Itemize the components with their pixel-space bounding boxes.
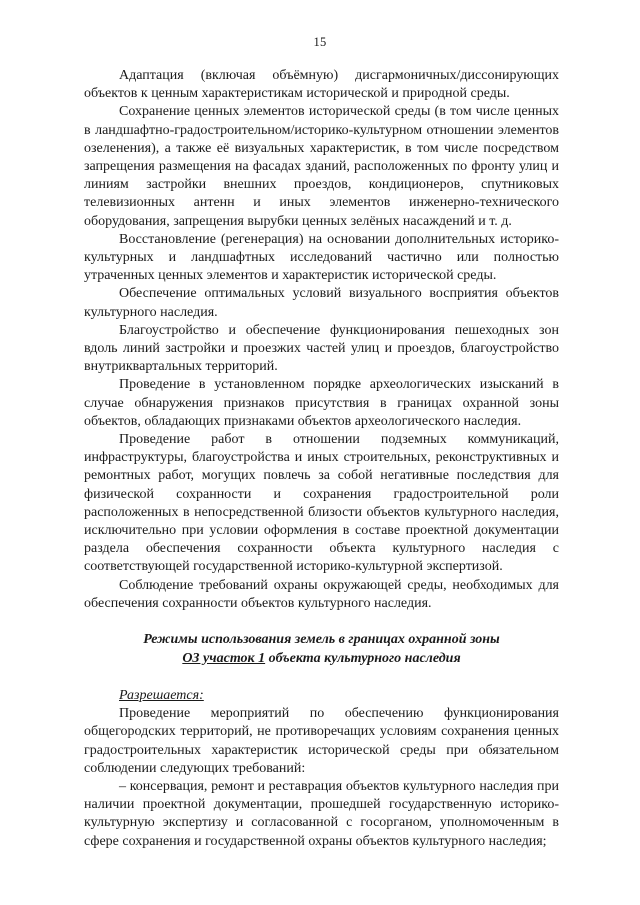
list-item: – консервация, ремонт и реставрация объектов культурного наследия при наличии проектной документации, прошедшей государственную историко-культурную экспертизу и согласованной с госорганом, уполномоченным в сфере сохранения и государственной охраны объектов культурного наследия; [84,778,559,849]
allowed-intro: Проведение мероприятий по обеспечению функционирования общегородских территорий, не противоречащих условиям сохранения ценных градостроительных характеристик исторической среды при обязательном соблюдении следующих требований: [84,706,559,776]
zone-code: ОЗ участок 1 [182,650,266,666]
allowed-label: Разрешается: [119,687,204,703]
page-number: 15 [313,35,327,49]
paragraph-archaeology: Проведение в установленном порядке археологических изысканий в случае обнаружения признаков присутствия в границах охранной зоны объектов, обладающих признаками объектов археологического наследия. [84,377,559,429]
paragraph-preservation: Сохранение ценных элементов исторической среды (в том числе ценных в ландшафтно-градостроительном/историко-культурном отношении элементов озеленения), а также её визуальных характеристик, в том числе посредством запрещения размещения на фасадах зданий, расположенных по фронту улиц и линиям застройки внешних проездов, кондиционеров, спутниковых телевизионных антенн и иных элементов инженерно-технического оборудования, запрещения вырубки ценных зелёных насаждений и т. д. [84,104,559,229]
section-title [84,631,559,668]
paragraph-restoration: Восстановление (регенерация) на основании дополнительных историко-культурных и ландшафтных исследований частично или полностью утраченных ценных элементов и характеристик исторической среды. [84,231,559,284]
paragraph-landscaping: Благоустройство и обеспечение функционирования пешеходных зон вдоль линий застройки и проезжих частей улиц и проездов, благоустройство внутриквартальных территорий. [84,322,559,375]
section-title-line2-rest: объекта культурного наследия [265,650,461,666]
section-title-line2 [84,650,559,668]
paragraph-environment: Соблюдение требований охраны окружающей среды, необходимых для обеспечения сохранности объектов культурного наследия. [84,577,559,611]
paragraph-works: Проведение работ в отношении подземных коммуникаций, инфраструктуры, благоустройства и иных строительных, реконструктивных и ремонтных работ, могущих повлечь за собой негативные последствия для физической сохранности и сохранения градостроительной роли расположенных в непосредственной близости объектов культурного наследия, исключительно при условии оформления в составе проектной документации раздела обеспечения сохранности объекта культурного наследия с соответствующей государственной историко-культурной экспертизой. [84,432,559,575]
document-body [84,67,559,851]
paragraph-adaptation: Адаптация (включая объёмную) дисгармоничных/диссонирующих объектов к ценным характеристикам исторической и природной среды. [84,68,559,102]
paragraph-visual-perception: Обеспечение оптимальных условий визуального восприятия объектов культурного наследия. [84,286,559,320]
section-title-line1: Режимы использования земель в границах охранной зоны [143,632,500,648]
